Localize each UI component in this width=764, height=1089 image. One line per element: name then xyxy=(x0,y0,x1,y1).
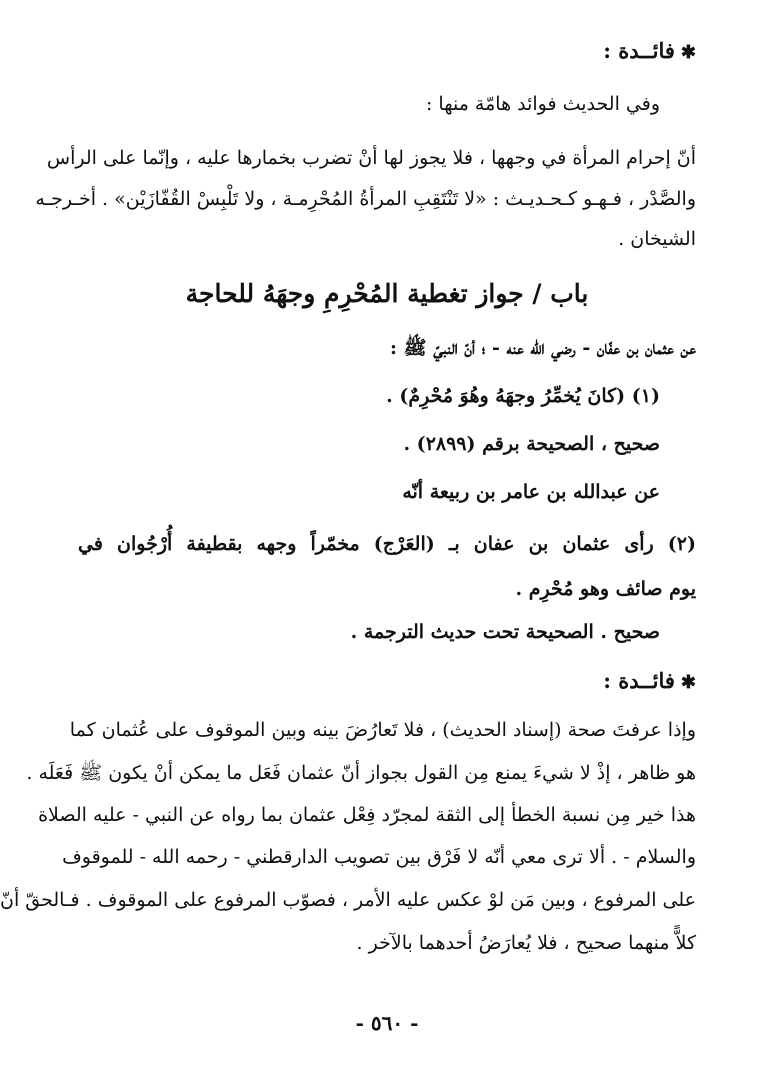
hadith-1-text: (١) (كانَ يُخمِّرُ وجهَهُ وهُوَ مُحْرِمٌ) . xyxy=(386,385,660,407)
star-bullet-icon: ✱ xyxy=(680,42,696,63)
benefit-heading-2-text: فائــدة : xyxy=(603,668,675,693)
benefit-2-line-6: كلاًّ منهما صحيح ، فلا يُعارَضُ أحدهما بالآخر . xyxy=(356,932,696,954)
benefit-2-line-5: على المرفوع ، وبين مَن لوْ عكس عليه الأمر ، فصوّب المرفوع على الموقوف . فـالحقّ أنّ xyxy=(0,889,696,911)
benefit-2-line-2: هو ظاهر ، إذْ لا شيءَ يمنع مِن القول بجواز أنّ عثمان فَعَل ما يمكن أنْ يكون ﷺ فَعَلَه . xyxy=(26,762,696,784)
hadith-2-line-1: (٢) رأى عثمان بن عفان بـ (العَرْج) مخمّراً وجهه بقطيفة أُرْجُوان في xyxy=(78,533,696,555)
benefit-1-line-1: وفي الحديث فوائد هامّة منها : xyxy=(425,93,660,115)
benefit-2-line-3: هذا خير مِن نسبة الخطأ إلى الثقة لمجرّد فِعْل عثمان بما رواه عن النبي - عليه الصلاة xyxy=(38,804,696,826)
benefit-heading-1 xyxy=(78,36,696,68)
star-bullet-icon: ✱ xyxy=(680,672,696,693)
benefit-1-line-2: أنّ إحرام المرأة في وجهها ، فلا يجوز لها أنْ تضرب بخمارها عليه ، وإنّما على الرأس xyxy=(46,147,696,169)
benefit-1-line-3: والصَّدْر ، فـهـو كـحـديـث : «لا تَنْتَقِبِ المرأةُ المُحْرِمـة ، ولا تَلْبِسْ القُفّازَيْن» . أخـرجـه xyxy=(35,188,696,210)
benefit-2-line-4: والسلام - . ألا ترى معي أنّه لا فَرْق بين تصويب الدارقطني - رحمه الله - للموقوف xyxy=(62,846,696,868)
chapter-title: باب / جواز تغطية المُحْرِمِ وجهَهُ للحاجة xyxy=(185,279,589,308)
hadith-2-line-2: يوم صائف وهو مُحْرِم . xyxy=(515,578,696,600)
benefit-heading-1-text: فائــدة : xyxy=(603,38,675,63)
narration-2-intro: عن عبدالله بن عامر بن ربيعة أنّه xyxy=(402,481,660,503)
benefit-1-line-4: الشيخان . xyxy=(618,228,696,250)
hadith-1-grade: صحيح ، الصحيحة برقم (٢٨٩٩) . xyxy=(403,433,660,455)
hadith-2-grade: صحيح . الصحيحة تحت حديث الترجمة . xyxy=(350,621,660,643)
benefit-heading-2 xyxy=(78,666,696,698)
narration-1-intro: عن عثمان بن عفّان - رضي الله عنه - ؛ أنّ النبيّ ﷺ : xyxy=(390,337,696,359)
page-number: - ٥٦٠ - xyxy=(355,1011,419,1035)
benefit-2-line-1: وإذا عرفتَ صحة (إسناد الحديث) ، فلا تَعارُضَ بينه وبين الموقوف على عُثمان كما xyxy=(69,719,696,741)
